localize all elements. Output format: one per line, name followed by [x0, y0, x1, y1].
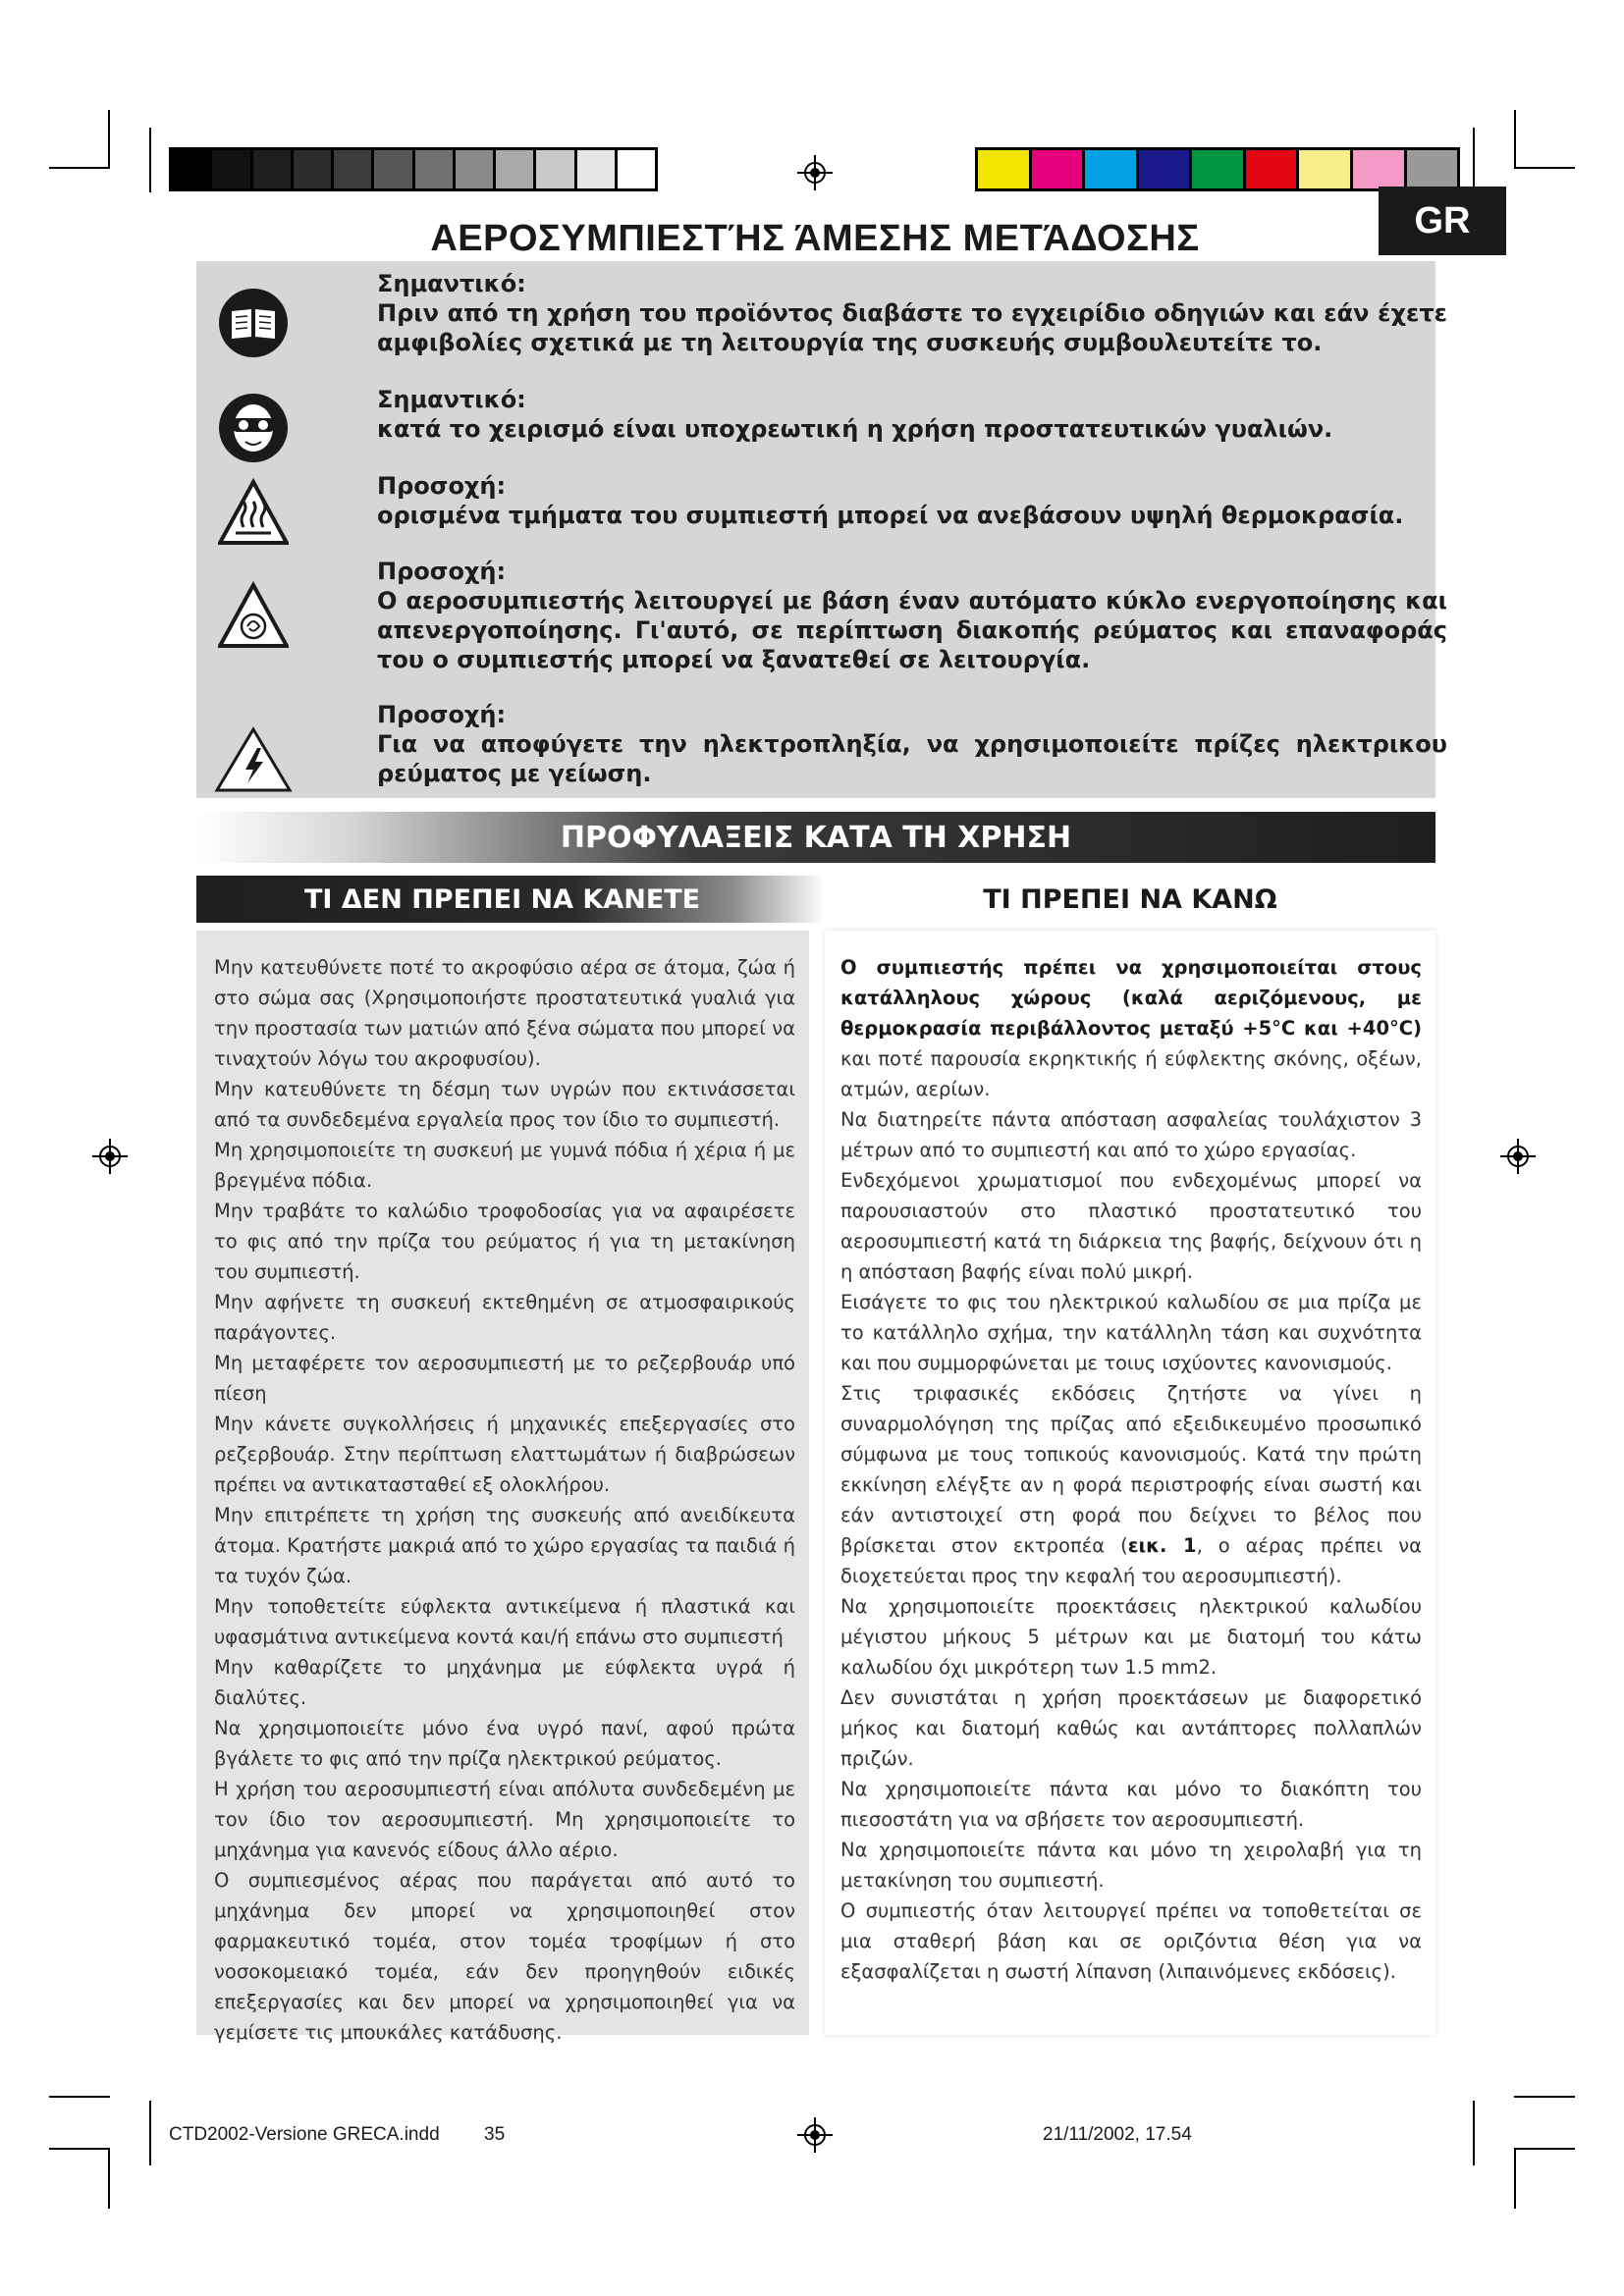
automatic-start-icon [218, 581, 289, 652]
do-paragraph: Στις τριφασικές εκδόσεις ζητήστε να γίνει η συναρμολόγηση της πρίζας από εξειδικευμένο προσωπικό σύμφωνα με τους τοπικούς κανονισμούς. Κατά την πρώτη εκκίνηση ελέγξτε αν η φορά περιστροφής είναι σωστή και εάν αντιστοιχεί στη φορά που δείχνει το βέλος που βρίσκεται στον εκτροπέα (εικ. 1, ο αέρας πρέπει να διοχετεύεται προς την κεφαλή του αεροσυμπιεστή). [840, 1382, 1422, 1587]
dont-paragraph: Μην καθαρίζετε το μηχάνημα με εύφλεκτα υγρά ή διαλύτες. [214, 1656, 795, 1709]
dont-paragraph: Μην τραβάτε το καλώδιο τροφοδοσίας για να αφαιρέσετε το φις από την πρίζα του ρεύματος ή για τη μετακίνηση του συμπιεστή. [214, 1200, 795, 1283]
warning-block [377, 471, 1447, 530]
registration-mark-icon [1500, 1139, 1536, 1174]
crop-mark [149, 2101, 151, 2165]
warning-body: κατά το χειρισμό είναι υποχρεωτική η χρήση προστατευτικών γυαλιών. [377, 415, 1333, 443]
section-title: ΠΡΟΦΥΛΑΞΕΙΣ ΚΑΤΑ ΤΗ ΧΡΗΣΗ [560, 820, 1072, 855]
process-color-bar [975, 147, 1460, 191]
registration-mark-icon [797, 155, 833, 190]
dont-paragraph: Η χρήση του αεροσυμπιεστή είναι απόλυτα συνδεδεμένη με τον ίδιο τον αεροσυμπιεστή. Μη χρησιμοποιείτε το μηχάνημα για κανενός είδους άλλο αέριο. [214, 1778, 795, 1861]
color-swatch [334, 150, 374, 188]
do-paragraph: Ο συμπιεστής όταν λειτουργεί πρέπει να τοποθετείται σε μια σταθερή βάση και σε οριζόντια θέση για να εξασφαλίζεται η σωστή λίπανση (λιπαινόμενες εκδόσεις). [840, 1899, 1422, 1983]
color-swatch [456, 150, 496, 188]
color-swatch [618, 150, 655, 188]
crop-mark [108, 2148, 110, 2209]
do-paragraph: Ενδεχόμενοι χρωματισμοί που ενδεχομένως μπορεί να παρουσιαστούν στο πλαστικό προστατευτικό του αεροσυμπιεστή κατά τη διάρκεια της βαφής, δείχνουν ότι η η απόσταση βαφής είναι πολύ μικρή. [840, 1169, 1422, 1283]
color-swatch [1139, 150, 1193, 188]
footer-page-number: 35 [484, 2124, 506, 2145]
crop-mark [49, 167, 110, 169]
crop-mark [1514, 167, 1575, 169]
warning-body: Ο αεροσυμπιεστής λειτουργεί με βάση έναν αυτόματο κύκλο ενεργοποίησης και απενεργοποίησης. Γι'αυτό, σε περίπτωση διακοπής ρεύματος και επαναφοράς του ο συμπιεστής μπορεί να ξανατεθεί σε λειτουργία. [377, 587, 1447, 673]
do-paragraph: Να χρησιμοποιείτε πάντα και μόνο το διακόπτη του πιεσοστάτη για να σβήσετε τον αεροσυμπιεστή. [840, 1778, 1422, 1831]
color-swatch [536, 150, 576, 188]
color-swatch [1192, 150, 1246, 188]
dont-paragraph: Να χρησιμοποιείτε μόνο ένα υγρό πανί, αφού πρώτα βγάλετε το φις από την πρίζα ηλεκτρικού ρεύματος. [214, 1717, 795, 1770]
dont-paragraph: Μην αφήνετε τη συσκευή εκτεθημένη σε ατμοσφαιρικούς παράγοντες. [214, 1291, 795, 1344]
warning-block [377, 385, 1447, 444]
do-paragraph: Να διατηρείτε πάντα απόσταση ασφαλείας τουλάχιστον 3 μέτρων από το συμπιεστή και από το χώρο εργασίας. [840, 1108, 1422, 1161]
color-swatch [1353, 150, 1407, 188]
warning-block [377, 269, 1447, 357]
do-paragraph: Εισάγετε το φις του ηλεκτρικού καλωδίου σε μια πρίζα με το κατάλληλο σχήμα, την κατάλληλη τάση και συχνότητα και που συμμορφώνεται με τοιυς ισχύοντες κανονισμούς. [840, 1291, 1422, 1374]
color-swatch [496, 150, 536, 188]
safety-goggles-icon [218, 393, 289, 463]
dont-paragraph: Ο συμπιεσμένος αέρας που παράγεται από αυτό το μηχάνημα δεν μπορεί να χρησιμοποιηθεί στον φαρμακευτικό τομέα, στον τομέα τροφίμων ή στο νοσοκομειακό τομέα, εάν δεν προηγηθούν ειδικές επεξεργασίες και δεν μπορεί να χρησιμοποιηθεί για να γεμίσετε τις μπουκάλες κατάδυσης. [214, 1869, 795, 2044]
warning-heading: Προσοχή: [377, 558, 507, 585]
dont-heading: ΤΙ ΔΕΝ ΠΡΕΠΕΙ ΝΑ ΚΑΝΕΤΕ [196, 876, 825, 923]
dont-paragraph: Μην επιτρέπετε τη χρήση της συσκευής από ανειδίκευτα άτομα. Κρατήστε μακριά από το χώρο εργασίας τα παιδιά ή τα τυχόν ζώα. [214, 1504, 795, 1587]
warning-heading: Σημαντικό: [377, 386, 526, 413]
registration-mark-icon [92, 1139, 128, 1174]
color-swatch [978, 150, 1032, 188]
warning-heading: Προσοχή: [377, 472, 507, 500]
crop-mark [49, 2096, 110, 2098]
color-swatch [1407, 150, 1458, 188]
hot-surface-icon [218, 478, 289, 549]
manual-book-icon [218, 288, 289, 358]
crop-mark [108, 110, 110, 169]
dont-paragraph: Μην τοποθετείτε εύφλεκτα αντικείμενα ή πλαστικά και υφασμάτινα αντικείμενα κοντά και/ή επάνω στο συμπιεστή [214, 1595, 795, 1648]
registration-mark-icon [797, 2117, 833, 2153]
warning-heading: Σημαντικό: [377, 270, 526, 297]
warning-body: ορισμένα τμήματα του συμπιεστή μπορεί να ανεβάσουν υψηλή θερμοκρασία. [377, 502, 1404, 529]
color-swatch [1299, 150, 1353, 188]
dont-column [196, 931, 809, 2044]
color-swatch [415, 150, 456, 188]
color-swatch [1246, 150, 1300, 188]
dont-paragraph: Μη μεταφέρετε τον αεροσυμπιεστή με το ρεζερβουάρ υπό πίεση [214, 1352, 795, 1405]
crop-mark [1514, 110, 1516, 169]
warning-heading: Προσοχή: [377, 701, 507, 728]
language-tab: GR [1379, 187, 1506, 255]
crop-mark [149, 128, 151, 192]
crop-mark [1473, 2101, 1475, 2165]
grayscale-color-bar [169, 147, 658, 191]
footer-date: 21/11/2002, 17.54 [1043, 2124, 1192, 2145]
footer-filename: CTD2002-Versione GRECA.indd [169, 2124, 440, 2145]
warning-body: Πριν από τη χρήση του προϊόντος διαβάστε το εγχειρίδιο οδηγιών και εάν έχετε αμφιβολίες σχετικά με τη λειτουργία της συσκευής συμβουλευτείτε το. [377, 299, 1447, 356]
do-paragraph: Ο συμπιεστής πρέπει να χρησιμοποιείται στους κατάλληλους χώρους (καλά αεριζόμενους, με θερμοκρασία περιβάλλοντος μεταξύ +5°C και +40°C) και ποτέ παρουσία εκρηκτικής ή εύφλεκτης σκόνης, οξέων, ατμών, αερίων. [840, 956, 1422, 1100]
color-swatch [172, 150, 212, 188]
color-swatch [294, 150, 334, 188]
crop-mark [1514, 2096, 1575, 2098]
do-paragraph: Δεν συνιστάται η χρήση προεκτάσεων με διαφορετικό μήκος και διατομή καθώς και αντάπτορες πολλαπλών πριζών. [840, 1686, 1422, 1770]
warning-block [377, 557, 1447, 674]
dont-paragraph: Μη χρησιμοποιείτε τη συσκευή με γυμνά πόδια ή χέρια ή με βρεγμένα πόδια. [214, 1139, 795, 1192]
crop-mark [49, 2148, 110, 2150]
color-swatch [253, 150, 294, 188]
color-swatch [1085, 150, 1139, 188]
do-column [825, 931, 1435, 2035]
do-paragraph: Να χρησιμοποιείτε πάντα και μόνο τη χειρολαβή για τη μετακίνηση του συμπιεστή. [840, 1839, 1422, 1892]
do-paragraph: Να χρησιμοποιείτε προεκτάσεις ηλεκτρικού καλωδίου μέγιστου μήκους 5 μέτρων και με διατομή του κάτω καλωδίου όχι μικρότερη των 1.5 mm2. [840, 1595, 1422, 1679]
crop-mark [1514, 2148, 1575, 2150]
crop-mark [1473, 128, 1475, 192]
electric-shock-icon [214, 726, 293, 793]
color-swatch [374, 150, 414, 188]
dont-paragraph: Μην κάνετε συγκολλήσεις ή μηχανικές επεξεργασίες στο ρεζερβουάρ. Στην περίπτωση ελαττωμάτων ή διαβρώσεων πρέπει να αντικατασταθεί εξ ολοκλήρου. [214, 1413, 795, 1496]
warning-body: Για να αποφύγετε την ηλεκτροπληξία, να χρησιμοποιείτε πρίζες ηλεκτρικου ρεύματος με γείωση. [377, 730, 1447, 787]
do-heading: ΤΙ ΠΡΕΠΕΙ ΝΑ ΚΑΝΩ [983, 883, 1277, 915]
color-swatch [1032, 150, 1086, 188]
warning-block [377, 700, 1447, 788]
crop-mark [1514, 2148, 1516, 2209]
page-title: ΑΕΡΟΣΥΜΠΙΕΣΤΉΣ ΆΜΕΣΗΣ ΜΕΤΆΔΟΣΗΣ [430, 218, 1200, 259]
dont-paragraph: Μην κατευθύνετε τη δέσμη των υγρών που εκτινάσσεται από τα συνδεδεμένα εργαλεία προς τον ίδιο το συμπιεστή. [214, 1078, 795, 1131]
color-swatch [577, 150, 618, 188]
color-swatch [212, 150, 252, 188]
dont-paragraph: Μην κατευθύνετε ποτέ το ακροφύσιο αέρα σε άτομα, ζώα ή στο σώμα σας (Χρησιμοποιήστε προστατευτικά γυαλιά για την προστασία των ματιών από ξένα σώματα που μπορεί να τιναχτούν λόγω του ακροφυσίου). [214, 956, 795, 1070]
